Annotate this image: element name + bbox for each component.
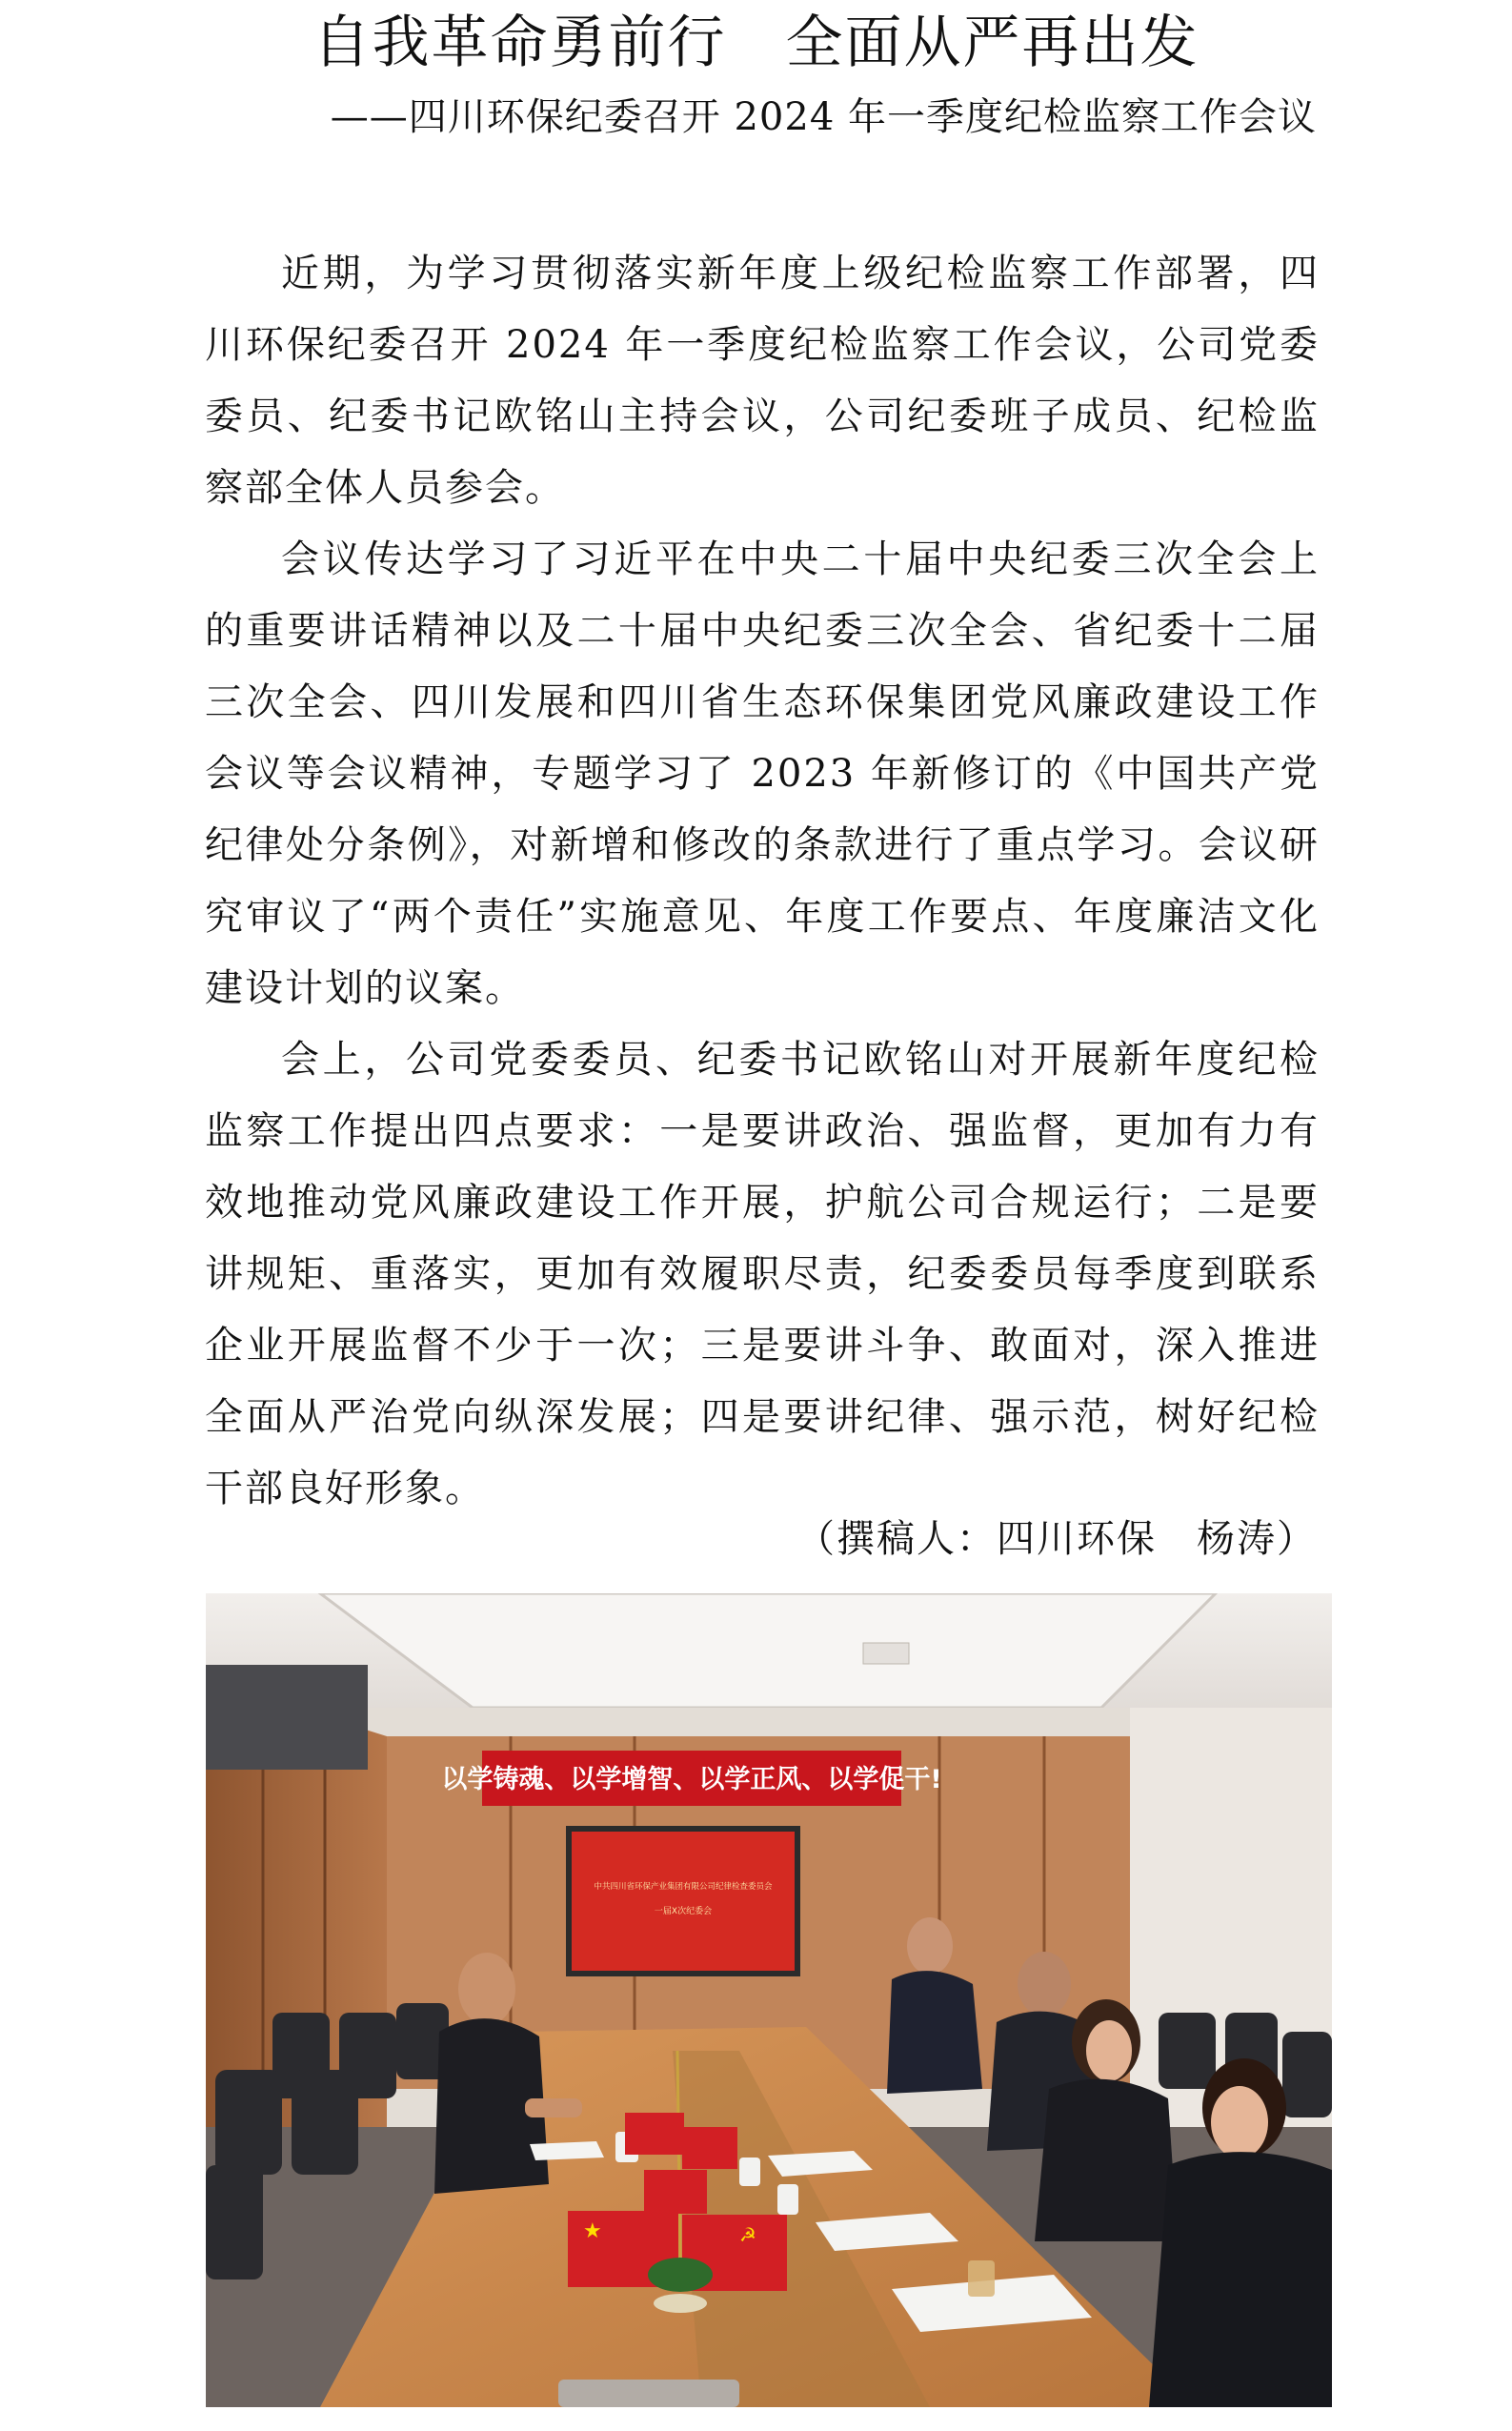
- svg-text:☭: ☭: [739, 2223, 756, 2246]
- wall-banner-text: 以学铸魂、以学增智、以学正风、以学促干!: [441, 1765, 942, 1794]
- wall-banner: [441, 1751, 941, 1806]
- article-body: [205, 238, 1320, 1525]
- paragraph: 会上，公司党委委员、纪委书记欧铭山对开展新年度纪检监察工作提出四点要求：一是要讲政治、强监督，更加有力有效地推动党风廉政建设工作开展，护航公司合规运行；二是要讲规矩、重落实，更加有效履职尽责，纪委委员每季度到联系企业开展监督不少于一次；三是要讲斗争、敢面对，深入推进全面从严治党向纵深发展；四是要讲纪律、强示范，树好纪检干部良好形象。: [205, 1038, 1320, 1510]
- screen-subtitle: 一届X次纪委会: [654, 1907, 713, 1916]
- meeting-room-illustration: [206, 1593, 1332, 2407]
- paragraph: 近期，为学习贯彻落实新年度上级纪检监察工作部署，四川环保纪委召开 2024 年一季度纪检监察工作会议，公司党委委员、纪委书记欧铭山主持会议，公司纪委班子成员、纪检监察部全体人员参会。: [205, 252, 1320, 510]
- article-subtitle: ——四川环保纪委召开 2024 年一季度纪检监察工作会议: [330, 95, 1317, 139]
- paragraph: 会议传达学习了习近平在中央二十届中央纪委三次全会上的重要讲话精神以及二十届中央纪委三次全会、省纪委十二届三次全会、四川发展和四川省生态环保集团党风廉政建设工作会议等会议精神，专题学习了 2023 年新修订的《中国共产党纪律处分条例》，对新增和修改的条款进行了重点学习。会议研究审议了“两个责任”实施意见、年度工作要点、年度廉洁文化建设计划的议案。: [205, 537, 1320, 1010]
- byline: （撰稿人：四川环保 杨涛）: [796, 1517, 1317, 1561]
- article-title: 自我革命勇前行 全面从严再出发: [312, 10, 1200, 76]
- screen-title: 中共四川省环保产业集团有限公司纪律检查委员会: [594, 1882, 773, 1892]
- presentation-screen: [566, 1826, 800, 1976]
- svg-text:★: ★: [583, 2219, 602, 2243]
- meeting-photo: [206, 1593, 1332, 2407]
